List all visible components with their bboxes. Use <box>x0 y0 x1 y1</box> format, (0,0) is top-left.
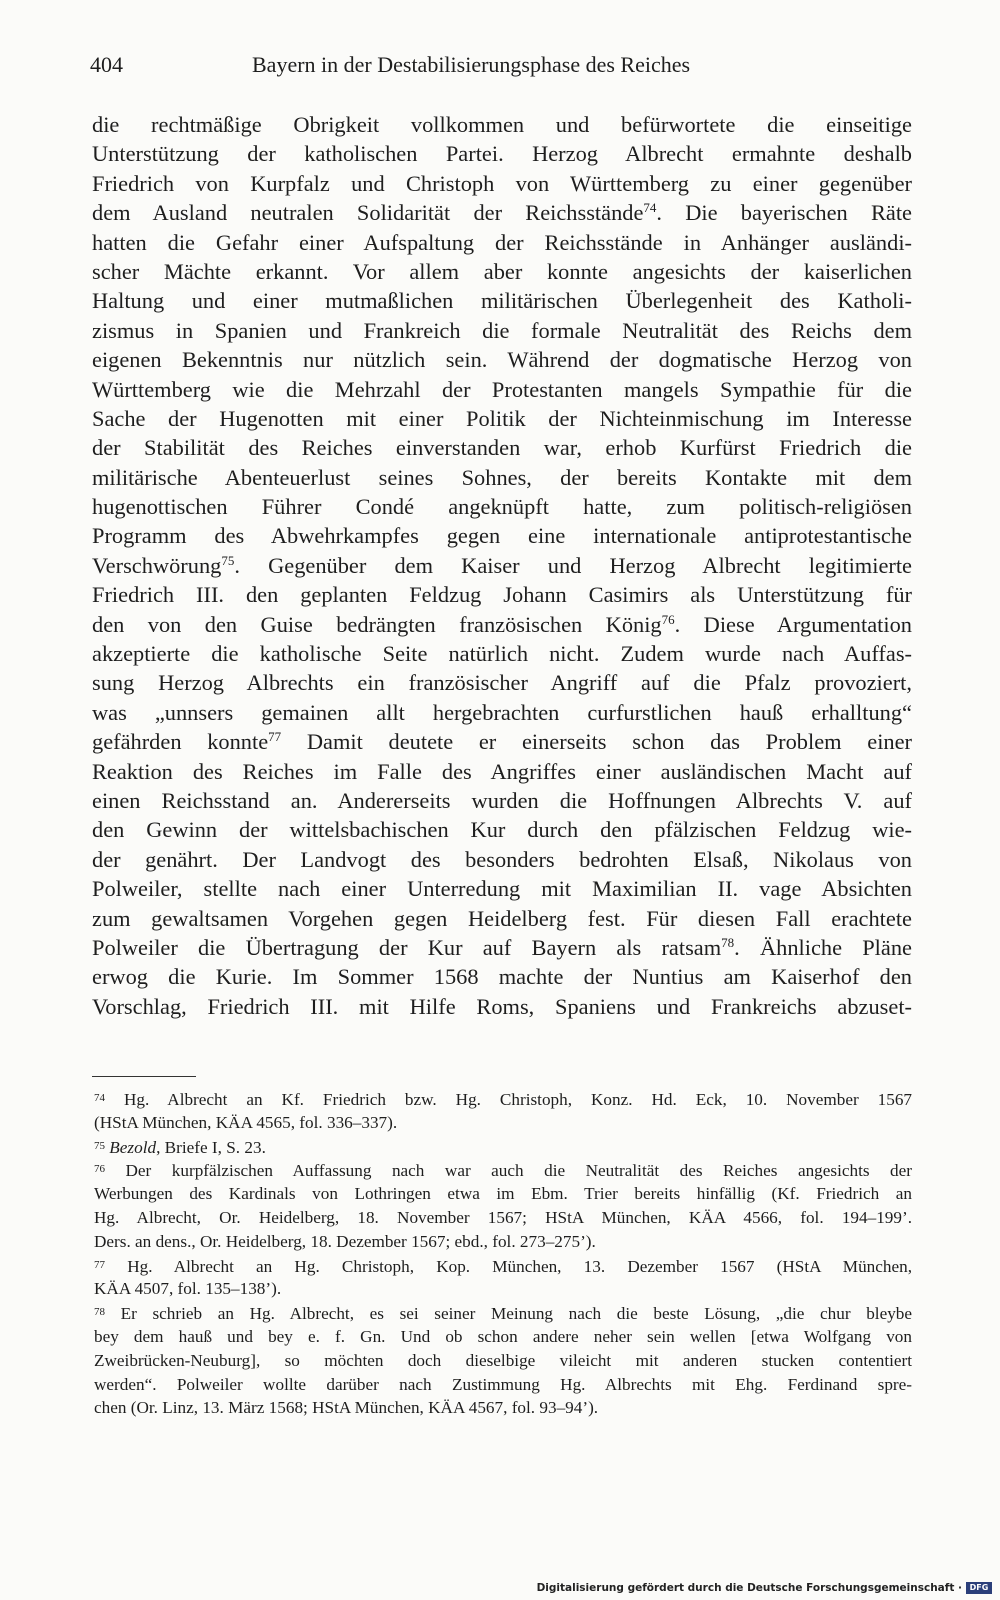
text-line: der genährt. Der Landvogt des besonders bedrohten Elsaß, Nikolaus von <box>92 846 912 872</box>
page-number: 404 <box>90 52 123 77</box>
footnote-text: Der kurpfälzischen Auffassung nach war auch die Neutralität des Reiches angesichts der <box>125 1161 912 1181</box>
text-line <box>92 933 912 962</box>
footnote-74-cont: (HStA München, KÄA 4565, fol. 336–337). <box>94 1112 398 1132</box>
footnote-78-cont: Zweibrücken-Neuburg], so möchten doch dieselbige vileicht mit anderen stucken contentiert <box>94 1350 912 1370</box>
text-line: sung Herzog Albrechts ein französischer Angriff auf die Pfalz provoziert, <box>92 670 912 696</box>
dfg-logo-icon: DFG <box>966 1582 992 1594</box>
text-line: eigenen Bekenntnis nur nützlich sein. Während der dogmatische Herzog von <box>92 347 912 373</box>
text-line: erwog die Kurie. Im Sommer 1568 machte der Nuntius am Kaiserhof den <box>92 964 912 990</box>
text-line: Friedrich III. den geplanten Feldzug Johann Casimirs als Unterstützung für <box>92 582 912 608</box>
footnote-75 <box>94 1135 912 1159</box>
footnotes <box>94 1087 912 1420</box>
text-line: Reaktion des Reiches im Falle des Angriffes einer ausländischen Macht auf <box>92 758 912 784</box>
text-line: Haltung und einer mutmaßlichen militärischen Überlegenheit des Katholi- <box>92 288 912 314</box>
footnote-78-cont: werden“. Polweiler wollte darüber nach Zustimmung Hg. Albrechts mit Ehg. Ferdinand spre- <box>94 1374 912 1394</box>
text-line: zismus in Spanien und Frankreich die formale Neutralität des Reichs dem <box>92 317 912 343</box>
footnote-ref-75[interactable]: 75 <box>221 552 235 568</box>
footnote-text: Hg. Albrecht an Kf. Friedrich bzw. Hg. Christoph, Konz. Hd. Eck, 10. November 1567 <box>123 1090 912 1109</box>
text-line: was „unnsers gemainen allt hergebrachten curfurstlichen hauß erhalltung“ <box>92 699 912 725</box>
footnote-text: , Briefe I, S. 23. <box>156 1137 266 1157</box>
text-line: militärische Abenteuerlust seines Sohnes, der bereits Kontakte mit dem <box>92 464 912 490</box>
text-segment: dem Ausland neutralen Solidarität der Reichsstände <box>92 200 644 226</box>
text-line <box>92 610 912 639</box>
footnote-ref-76[interactable]: 76 <box>661 611 675 627</box>
footnote-mark: 78 <box>94 1306 105 1319</box>
text-line: den Gewinn der wittelsbachischen Kur durch den pfälzischen Feldzug wie- <box>92 817 912 843</box>
main-text <box>92 110 912 1021</box>
footnote-ref-74[interactable]: 74 <box>643 200 657 216</box>
text-line: der Stabilität des Reiches einverstanden war, erhob Kurfürst Friedrich die <box>92 435 912 461</box>
text-segment: . Ähnliche Pläne <box>734 934 912 960</box>
text-segment: gefährden konnte <box>92 729 269 755</box>
text-segment: . Gegenüber dem Kaiser und Herzog Albrecht legitimierte <box>234 552 912 578</box>
text-line: Vorschlag, Friedrich III. mit Hilfe Roms, Spaniens und Frankreichs abzuset- <box>92 993 912 1019</box>
footnote-76-cont: Ders. an dens., Or. Heidelberg, 18. Dezember 1567; ebd., fol. 273–275’). <box>94 1231 596 1251</box>
footnote-mark: 77 <box>94 1258 105 1271</box>
text-line: die rechtmäßige Obrigkeit vollkommen und befürwortete die einseitige <box>92 112 912 137</box>
footnote-text: Hg. Albrecht an Hg. Christoph, Kop. München, 13. Dezember 1567 (HStA München, <box>127 1256 912 1276</box>
text-segment: Verschwörung <box>92 552 222 578</box>
footnote-77 <box>94 1254 912 1278</box>
footnote-mark: 76 <box>94 1163 105 1176</box>
text-segment: . Diese Argumentation <box>674 611 912 637</box>
text-line <box>92 198 912 227</box>
text-line: Württemberg wie die Mehrzahl der Protestanten mangels Sympathie für die <box>92 376 912 402</box>
footnote-78 <box>94 1301 912 1325</box>
footnote-74 <box>94 1087 912 1111</box>
running-head: Bayern in der Destabilisierungsphase des Reiches <box>252 52 691 77</box>
text-line: einen Reichsstand an. Andererseits wurden die Hoffnungen Albrechts V. auf <box>92 787 912 813</box>
footnote-76 <box>94 1158 912 1182</box>
text-line <box>92 727 912 756</box>
text-segment: Damit deutete er einerseits schon das Problem einer <box>281 729 912 755</box>
footnote-ref-78[interactable]: 78 <box>721 934 735 950</box>
text-line <box>92 551 912 580</box>
text-line: Friedrich von Kurpfalz und Christoph von Württemberg zu einer gegenüber <box>92 170 912 196</box>
text-line: Unterstützung der katholischen Partei. Herzog Albrecht ermahnte deshalb <box>92 141 912 167</box>
text-line: Polweiler, stellte nach einer Unterredung mit Maximilian II. vage Absichten <box>92 876 912 902</box>
footnote-divider <box>92 1076 196 1077</box>
digitization-credit <box>537 1582 992 1594</box>
text-segment: den von den Guise bedrängten französischen König <box>92 611 662 637</box>
footnote-76-cont: Hg. Albrecht, Or. Heidelberg, 18. November 1567; HStA München, KÄA 4566, fol. 194–199’. <box>94 1207 912 1227</box>
footnote-78-cont: chen (Or. Linz, 13. März 1568; HStA München, KÄA 4567, fol. 93–94’). <box>94 1398 599 1418</box>
text-line: hatten die Gefahr einer Aufspaltung der Reichsstände in Anhänger ausländi- <box>92 229 912 255</box>
text-line: scher Mächte erkannt. Vor allem aber konnte angesichts der kaiserlichen <box>92 258 912 284</box>
text-line: hugenottischen Führer Condé angeknüpft hatte, zum politisch-religiösen <box>92 494 912 520</box>
footnote-ref-77[interactable]: 77 <box>268 729 282 745</box>
text-line: zum gewaltsamen Vorgehen gegen Heidelberg fest. Für diesen Fall erachtete <box>92 905 912 931</box>
text-line: Sache der Hugenotten mit einer Politik der Nichteinmischung im Interesse <box>92 405 912 431</box>
text-line: Programm des Abwehrkampfes gegen eine internationale antiprotestantische <box>92 523 912 549</box>
credit-text: Digitalisierung gefördert durch die Deutsche Forschungsgemeinschaft · <box>536 1582 962 1594</box>
footnote-mark: 75 <box>94 1139 105 1152</box>
footnote-mark: 74 <box>94 1092 105 1104</box>
text-line: akzeptierte die katholische Seite natürlich nicht. Zudem wurde nach Auffas- <box>92 641 912 667</box>
text-segment: Polweiler die Übertragung der Kur auf Bayern als ratsam <box>92 934 722 960</box>
text-segment: . Die bayerischen Räte <box>656 200 912 226</box>
footnote-76-cont: Werbungen des Kardinals von Lothringen etwa im Ebm. Trier bereits hinfällig (Kf. Friedrich an <box>94 1184 912 1204</box>
footnote-author: Bezold <box>109 1137 157 1157</box>
footnote-77-cont: KÄA 4507, fol. 135–138’). <box>94 1279 282 1299</box>
footnote-78-cont: bey dem hauß und bey e. f. Gn. Und ob schon andere neher sein wellen [etwa Wolfgang von <box>94 1326 912 1346</box>
footnote-text: Er schrieb an Hg. Albrecht, es sei seiner Meinung nach die beste Lösung, „die chur bleybe <box>120 1304 912 1324</box>
